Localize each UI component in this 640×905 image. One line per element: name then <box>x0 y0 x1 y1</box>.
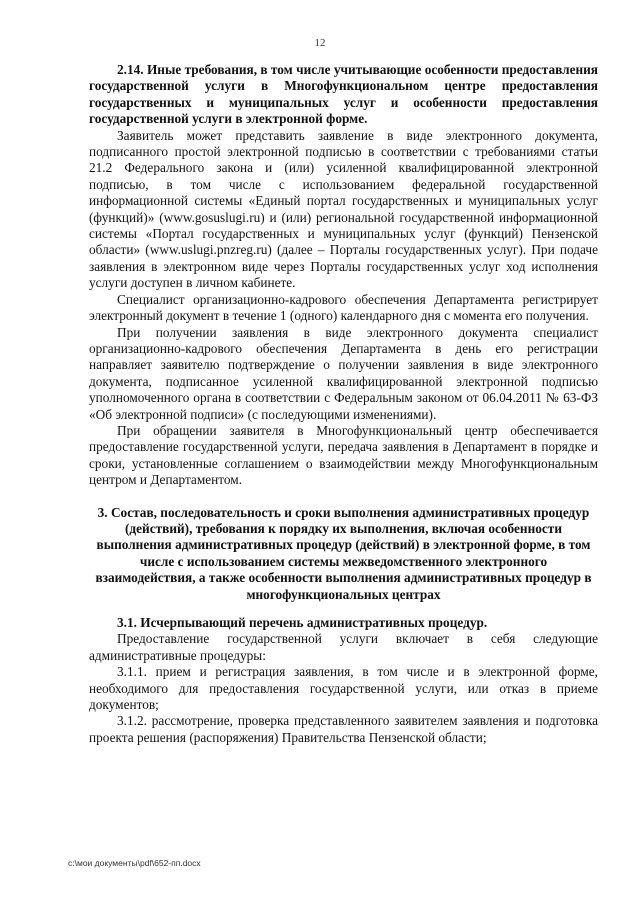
file-path-footer: c:\мои документы\pdf\652-пп.docx <box>68 858 201 868</box>
paragraph: При получении заявления в виде электронного документа специалист организационно-кадрового обеспечения Департамента в день его регистрации направляет заявителю подтверждение о получении заявления в виде электронного документа, подписанное усиленной квалифицированной электронной подписью уполномоченного органа в соответствии с Федеральным законом от 06.04.2011 № 63-ФЗ «Об электронной подписи» (с последующими изменениями). <box>89 324 598 422</box>
list-item: 3.1.2. рассмотрение, проверка представленного заявителем заявления и подготовка проекта решения (распоряжения) Правительства Пензенской области; <box>89 713 598 745</box>
document-body <box>89 62 598 746</box>
paragraph: Специалист организационно-кадрового обеспечения Департамента регистрирует электронный документ в течение 1 (одного) календарного дня с момента его получения. <box>89 291 598 324</box>
list-item: 3.1.1. прием и регистрация заявления, в том числе и в электронной форме, необходимого для предоставления государственной услуги, или отказ в приеме документов; <box>89 664 598 713</box>
paragraph: Предоставление государственной услуги включает в себя следующие административные процедуры: <box>89 631 598 663</box>
page-number: 12 <box>314 37 326 49</box>
paragraph: При обращении заявителя в Многофункциональный центр обеспечивается предоставление государственной услуги, передача заявления в Департамент в порядке и сроки, установленные соглашением о взаимодействии между Многофункциональным центром и Департаментом. <box>89 422 598 488</box>
paragraph: Заявитель может представить заявление в виде электронного документа, подписанного простой электронной подписью в соответствии с требованиями статьи 21.2 Федерального закона и (или) усиленной квалифицированной электронной подписью, в том числе с использованием федеральной государственной информационной системы «Единый портал государственных и муниципальных услуг (функций)» (www.gosuslugi.ru) и (или) региональной государственной информационной системы «Портал государственных и муниципальных услуг (функций) Пензенской области» (www.uslugi.pnzreg.ru) (далее – Порталы государственных услуг). При подаче заявления в электронном виде через Порталы государственных услуг ход исполнения услуги доступен в личном кабинете. <box>89 127 598 291</box>
section-3-1-heading: 3.1. Исчерпывающий перечень административных процедур. <box>117 615 488 630</box>
section-3-heading: 3. Состав, последовательность и сроки выполнения административных процедур (действий), требования к порядку их выполнения, включая особенности выполнения административных процедур (действий) в электронной форме, в том числе с использованием системы межведомственного электронного взаимодействия, а также особенности выполнения административных процедур в многофункциональных центрах <box>95 504 592 602</box>
section-2-14-heading: 2.14. Иные требования, в том числе учитывающие особенности предоставления государственной услуги в Многофункциональном центре предоставления государственных и муниципальных услуг и особенности предоставления государственной услуги в электронной форме. <box>89 62 598 127</box>
spacer <box>89 489 598 505</box>
spacer <box>89 603 598 615</box>
